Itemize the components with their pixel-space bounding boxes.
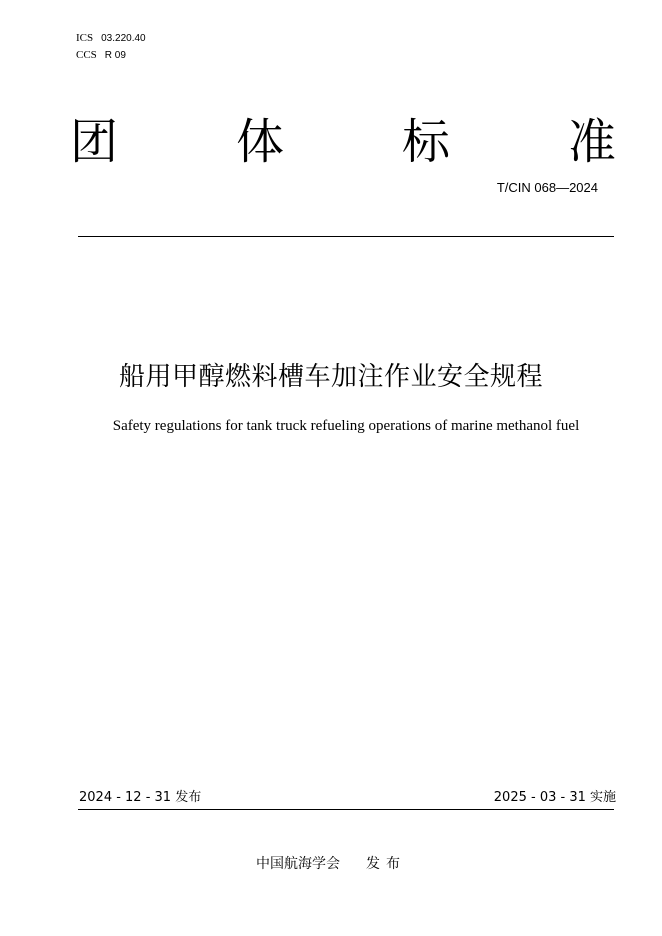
document-title-chinese: 船用甲醇燃料槽车加注作业安全规程 <box>118 362 543 392</box>
standard-type-char: 体 <box>235 114 284 170</box>
standard-type-heading <box>70 112 616 172</box>
ics-label: ICS <box>76 32 94 44</box>
ccs-code: R 09 <box>104 50 126 61</box>
standard-type-char: 标 <box>401 114 450 170</box>
top-divider <box>78 236 614 237</box>
ccs-classification <box>76 49 126 62</box>
document-title-english: Safety regulations for tank truck refueling operations of marine methanol fuel <box>112 418 580 434</box>
publisher-action: 发布 <box>366 856 406 872</box>
publisher-line <box>0 854 662 874</box>
standard-type-char: 团 <box>70 114 119 170</box>
standard-type-char: 准 <box>567 114 616 170</box>
ccs-label: CCS <box>76 49 97 61</box>
implementation-date: 2025 - 03 - 31 实施 <box>493 790 616 805</box>
standard-number: T/CIN 068—2024 <box>496 180 598 195</box>
publisher-name: 中国航海学会 <box>256 856 340 872</box>
ics-code: 03.220.40 <box>101 33 146 44</box>
ics-classification <box>76 32 146 45</box>
bottom-divider <box>78 809 614 810</box>
issue-date: 2024 - 12 - 31 发布 <box>79 790 202 805</box>
